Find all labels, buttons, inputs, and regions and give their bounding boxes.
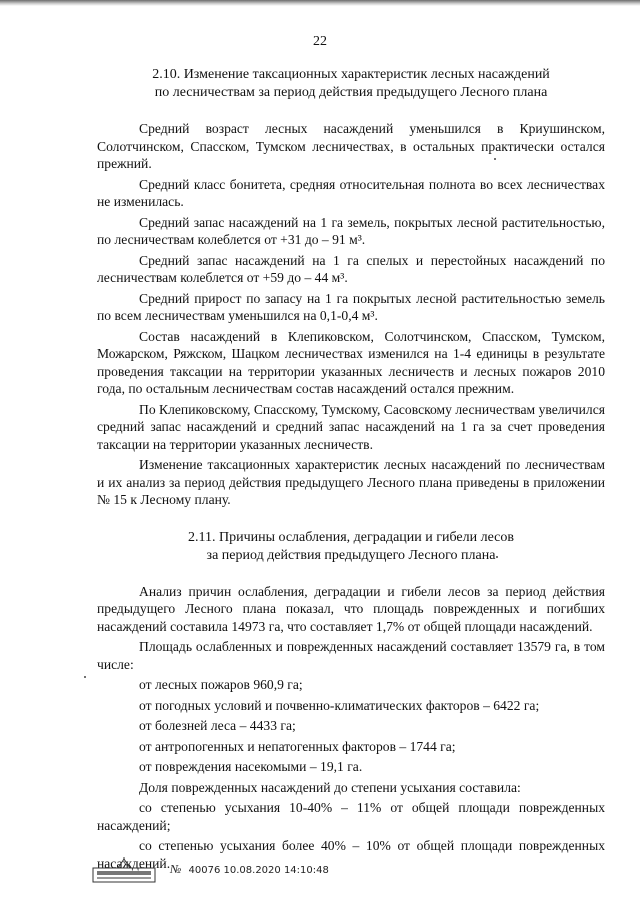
scan-speck	[494, 158, 496, 160]
paragraph: со степенью усыхания 10-40% – 11% от общей площади поврежденных насаждений;	[97, 800, 605, 833]
registration-stamp	[170, 862, 329, 877]
document-seal-icon	[92, 856, 156, 884]
section-210-title-line2: по лесничествам за период действия предыдущего Лесного плана	[154, 85, 548, 100]
paragraph: По Клепиковскому, Спасскому, Тумскому, Сасовскому лесничествам увеличился средний запас насаждений и средний запас насаждений на 1 га за счет проведения таксации на территории указанных лесничеств.	[97, 401, 605, 452]
section-211-heading	[97, 529, 605, 565]
document-body	[97, 60, 605, 875]
paragraph: Анализ причин ослабления, деградации и гибели лесов за период действия предыдущего Лесного плана показал, что площадь поврежденных и погибших насаждений составила 14973 га, что составляет 1,7% от общей площади насаждений.	[97, 583, 605, 634]
scan-speck	[496, 556, 498, 558]
paragraph: Состав насаждений в Клепиковском, Солотчинском, Спасском, Тумском, Можарском, Ряжском, Шацком лесничествах изменился на 1-4 единицы в результате проведения таксации на территории указанных лесничеств и лесных пожаров 2010 года, по остальным лесничествам состав насаждений остался прежним.	[97, 328, 605, 396]
paragraph: Средний запас насаждений на 1 га земель, покрытых лесной растительностью, по лесничествам колеблется от +31 до – 91 м³.	[97, 214, 605, 247]
paragraph: Средний прирост по запасу на 1 га покрытых лесной растительностью земель по всем лесничествам уменьшился на 0,1-0,4 м³.	[97, 290, 605, 323]
registration-footer	[92, 856, 392, 886]
paragraph: Изменение таксационных характеристик лесных насаждений по лесничествам и их анализ за период действия предыдущего Лесного плана приведены в приложении № 15 к Лесному плану.	[97, 457, 605, 507]
section-210-title-line1: 2.10. Изменение таксационных характеристик лесных насаждений	[152, 67, 550, 82]
number-mark: №	[170, 862, 182, 876]
paragraph: Средний возраст лесных насаждений уменьшился в Криушинском, Солотчинском, Спасском, Тумском лесничествах, в остальных практически остался прежний.	[97, 121, 605, 171]
list-item: от лесных пожаров 960,9 га;	[139, 677, 303, 692]
scan-speck	[84, 676, 86, 678]
scan-edge	[0, 0, 640, 6]
list-item: от повреждения насекомыми – 19,1 га.	[139, 759, 363, 774]
section-210-heading	[97, 66, 605, 102]
section-211-title-line1: 2.11. Причины ослабления, деградации и гибели лесов	[187, 529, 514, 545]
list-item: от погодных условий и почвенно-климатических факторов – 6422 га;	[139, 697, 540, 713]
page-number: 22	[313, 34, 327, 49]
section-211-title-line2: за период действия предыдущего Лесного плана	[206, 547, 496, 563]
paragraph: Площадь ослабленных и поврежденных насаждений составляет 13579 га, в том числе:	[97, 639, 605, 672]
list-item: от болезней леса – 4433 га;	[139, 718, 296, 733]
paragraph: Средний запас насаждений на 1 га спелых и перестойных насаждений по лесничествам колеблется от +59 до – 44 м³.	[97, 252, 605, 285]
paragraph: Средний класс бонитета, средняя относительная полнота во всех лесничествах не изменилась.	[97, 176, 605, 209]
registration-stamp-text: 40076 10.08.2020 14:10:48	[188, 865, 329, 876]
paragraph: со степенью усыхания более 40% – 10% от общей площади поврежденных насаждений.	[97, 838, 605, 871]
list-item: от антропогенных и непатогенных факторов – 1744 га;	[139, 738, 456, 754]
paragraph: Доля поврежденных насаждений до степени усыхания составила:	[139, 779, 521, 795]
